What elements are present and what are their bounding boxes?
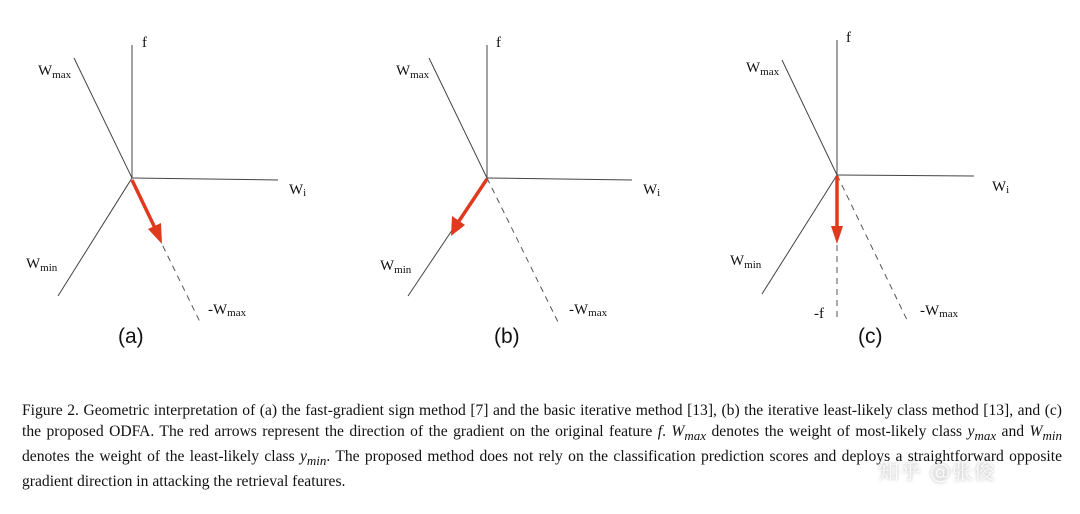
figure-caption: Figure 2. Geometric interpretation of (a) the fast-gradient sign method [7] and the basic iterative method [13], (b) the iterative least-likely class method [13], and (c) the proposed ODFA. The red arrows represent the direction of the gradient on the original feature f. $W_{max}$ denotes the weight of most-likely class $y_{max}$ and $W_{min}$ denotes the weight of the least-likely class $y_{min}$. The proposed method does not rely on the classification prediction scores and deploys a straightforward opposite gradient direction in attacking the retrieval features. bbox=[22, 402, 1062, 491]
axis-w-max-c bbox=[782, 60, 837, 175]
caption-wmin: $W_{min}$ bbox=[1029, 423, 1062, 444]
axis-w-max-a bbox=[74, 58, 132, 178]
label-f-a: f bbox=[142, 35, 147, 51]
label-w-max-b: $W_{max}$ bbox=[396, 63, 430, 81]
label-w-i-c: Wi bbox=[992, 179, 1010, 196]
caption-ymin: $y_{min}$ bbox=[299, 448, 327, 469]
label-w-min-c: $W_{min}$ bbox=[730, 253, 762, 271]
panel-a bbox=[26, 35, 306, 348]
axis-w-i-b bbox=[487, 178, 632, 180]
label-f-c: f bbox=[846, 30, 851, 46]
gradient-arrow-a bbox=[132, 180, 155, 228]
label-neg-w-max-c: -Wmax bbox=[920, 303, 959, 320]
axis-w-i-a bbox=[132, 178, 278, 180]
axis-w-i-c bbox=[837, 175, 974, 176]
axis-neg-w-max-c bbox=[837, 175, 908, 322]
label-w-min-b: $W_{min}$ bbox=[380, 258, 412, 276]
panel-b bbox=[380, 35, 660, 348]
label-w-max-c: $W_{max}$ bbox=[746, 60, 780, 78]
caption-f: f bbox=[657, 423, 663, 440]
label-neg-w-max-b: -Wmax bbox=[569, 302, 608, 319]
axis-neg-w-max-b bbox=[487, 178, 558, 322]
panel-label-a: (a) bbox=[118, 325, 144, 348]
panel-c bbox=[730, 30, 1009, 348]
gradient-arrow-b bbox=[459, 179, 487, 221]
watermark: 知乎 @张俊 bbox=[878, 460, 996, 484]
panel-label-b: (b) bbox=[494, 325, 520, 348]
axis-w-min-c bbox=[762, 175, 837, 294]
caption-wmax: $W_{max}$ bbox=[671, 423, 707, 444]
label-neg-f-c: -f bbox=[814, 306, 824, 322]
gradient-arrowhead-b bbox=[451, 216, 465, 236]
axis-neg-w-max-a bbox=[158, 236, 200, 322]
gradient-arrowhead-a bbox=[148, 223, 162, 244]
axis-w-min-a bbox=[58, 178, 132, 296]
label-f-b: f bbox=[496, 35, 501, 51]
gradient-arrowhead-c bbox=[831, 226, 843, 244]
label-neg-w-max-a: -Wmax bbox=[208, 302, 247, 319]
label-w-max-a: $W_{max}$ bbox=[38, 63, 72, 81]
axis-w-max-b bbox=[429, 58, 487, 178]
label-w-min-a: $W_{min}$ bbox=[26, 256, 58, 274]
caption-ymax: $y_{max}$ bbox=[967, 423, 997, 444]
label-w-i-a: Wi bbox=[289, 182, 307, 199]
label-w-i-b: Wi bbox=[643, 182, 661, 199]
panel-label-c: (c) bbox=[858, 325, 883, 348]
